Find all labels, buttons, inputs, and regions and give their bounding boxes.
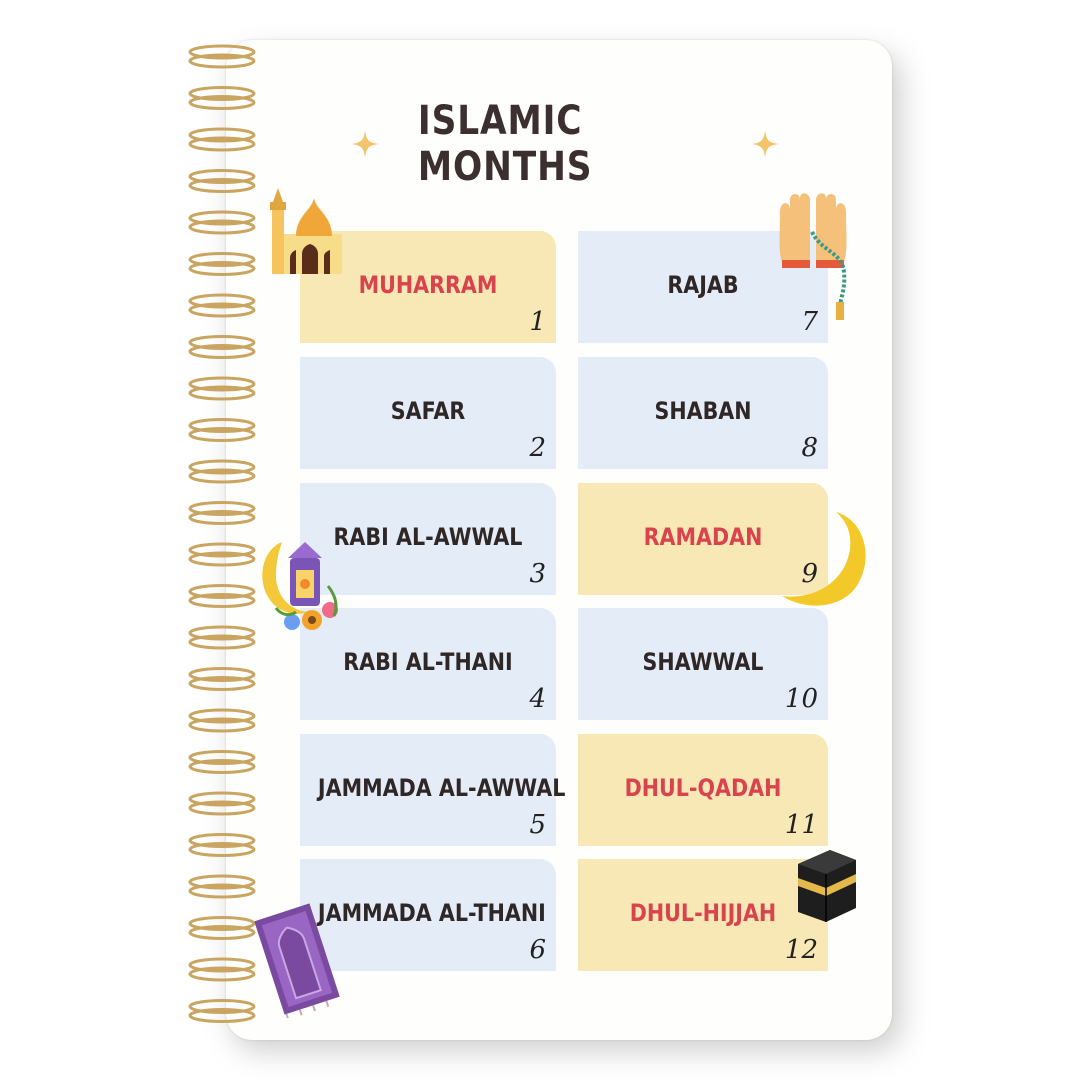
month-card-shawwal	[578, 608, 828, 720]
month-name: DHUL-QADAH	[624, 774, 782, 802]
praying-hands-icon	[772, 192, 858, 322]
month-card-shaban	[578, 357, 828, 469]
month-name: SHABAN	[654, 397, 752, 425]
month-number: 11	[784, 810, 818, 840]
month-name: SHAWWAL	[642, 648, 764, 676]
month-number: 9	[801, 559, 818, 589]
prayer-mat-icon	[248, 900, 346, 1018]
month-number: 6	[529, 935, 546, 965]
month-name: JAMMADA AL-AWWAL	[317, 774, 566, 802]
month-number: 1	[529, 307, 546, 337]
crescent-moon-icon	[778, 510, 870, 610]
month-number: 10	[784, 684, 818, 714]
month-name: DHUL-HIJJAH	[629, 899, 777, 927]
sparkle-icon	[350, 126, 380, 162]
month-number: 8	[801, 433, 818, 463]
crescent-lantern-icon	[252, 536, 348, 636]
month-name: RAMADAN	[643, 523, 763, 551]
kaaba-icon	[794, 846, 860, 926]
month-card-jammada-al-awwal	[300, 734, 566, 846]
mosque-icon	[268, 188, 346, 278]
month-number: 4	[529, 684, 546, 714]
month-card-safar	[300, 357, 556, 469]
month-name: SAFAR	[390, 397, 466, 425]
title-bar	[350, 98, 780, 190]
month-number: 5	[529, 810, 546, 840]
spiral-binding	[180, 40, 260, 1040]
month-number: 2	[529, 433, 546, 463]
month-name: RABI AL-AWWAL	[333, 523, 523, 551]
sparkle-icon	[750, 126, 780, 162]
month-card-dhul-qadah	[578, 734, 828, 846]
month-number: 7	[801, 307, 818, 337]
page-title: ISLAMIC MONTHS	[418, 98, 593, 190]
month-card-dhul-hijjah	[578, 859, 828, 971]
month-name: MUHARRAM	[358, 271, 498, 299]
month-name: JAMMADA AL-THANI	[317, 899, 546, 927]
month-name: RABI AL-THANI	[343, 648, 513, 676]
month-number: 12	[784, 935, 818, 965]
month-name: RAJAB	[667, 271, 739, 299]
month-number: 3	[529, 559, 546, 589]
